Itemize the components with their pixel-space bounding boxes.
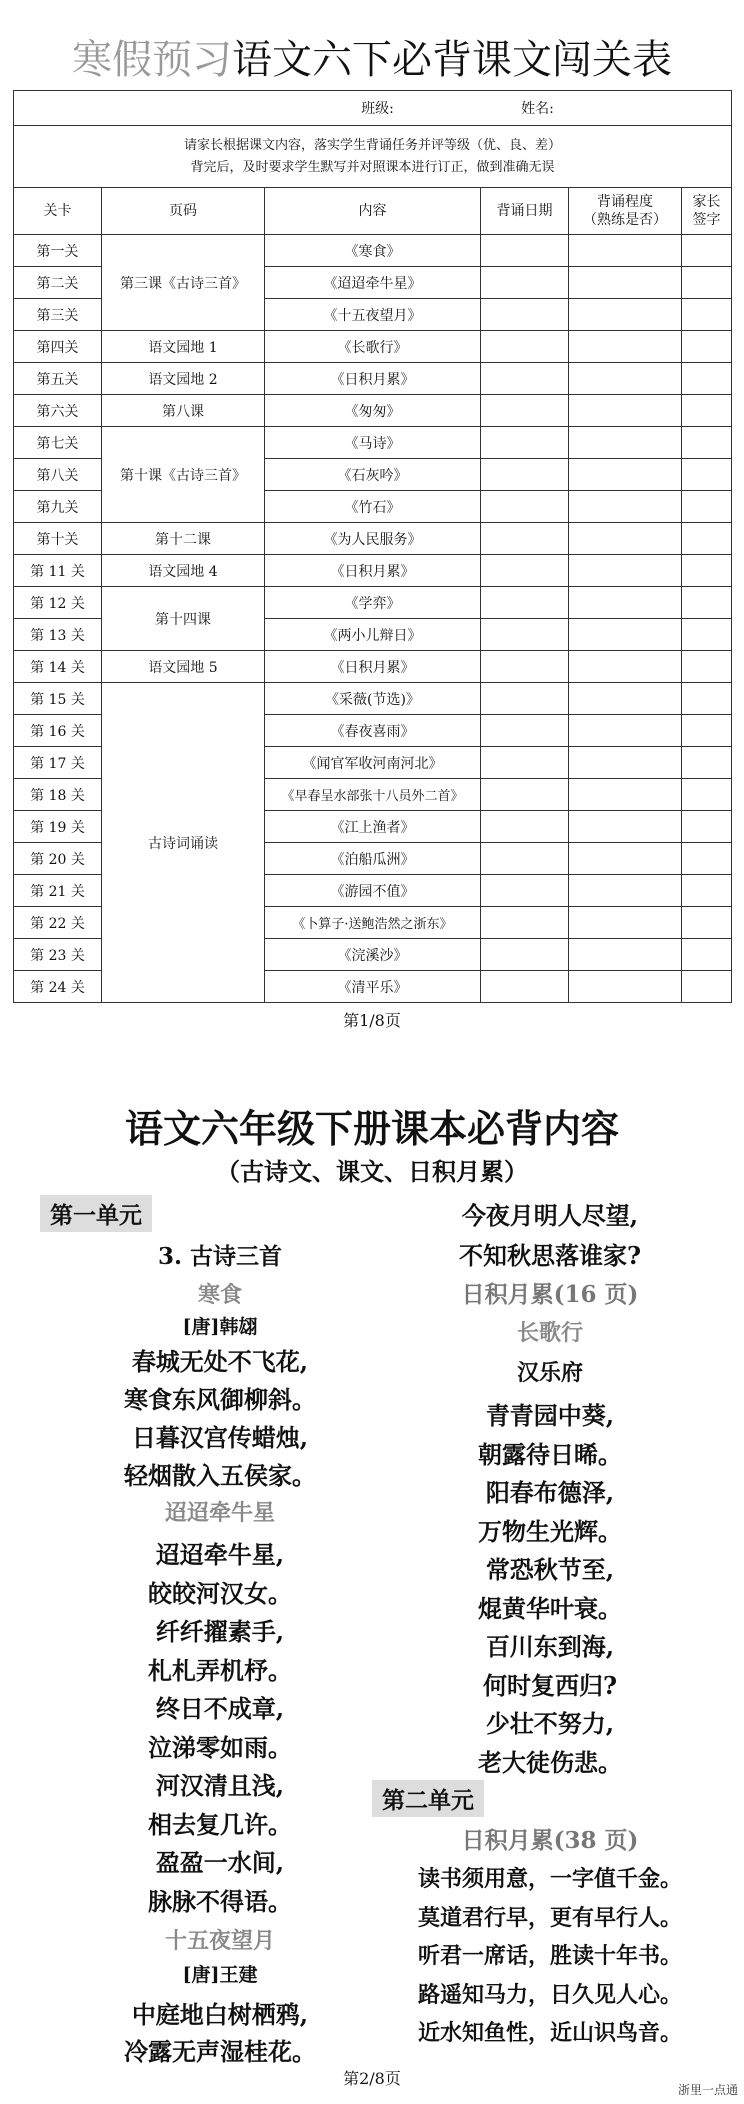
fluency-cell bbox=[569, 715, 682, 747]
rijiyuelei-heading: 日积月累(16 页) bbox=[461, 1281, 639, 1308]
fluency-cell bbox=[569, 651, 682, 683]
page-cell: 语文园地 5 bbox=[102, 651, 265, 683]
sign-cell bbox=[682, 587, 732, 619]
page1-title bbox=[0, 28, 744, 85]
poem-line: 莫道君行早，更有早行人。 bbox=[417, 1904, 682, 1931]
level-cell: 第六关 bbox=[14, 395, 102, 427]
content-cell: 《采薇(节选)》 bbox=[265, 683, 481, 715]
level-cell: 第 21 关 bbox=[14, 875, 102, 907]
level-cell: 第八关 bbox=[14, 459, 102, 491]
sign-cell bbox=[682, 235, 732, 267]
page-cell: 第十四课 bbox=[102, 587, 265, 651]
table-row bbox=[14, 555, 732, 587]
content-cell: 《泊船瓜洲》 bbox=[265, 843, 481, 875]
level-cell: 第 23 关 bbox=[14, 939, 102, 971]
date-cell bbox=[481, 843, 569, 875]
level-cell: 第 24 关 bbox=[14, 971, 102, 1003]
content-cell: 《早春呈水部张十八员外二首》 bbox=[265, 779, 481, 811]
sign-cell bbox=[682, 747, 732, 779]
poem-title: 长歌行 bbox=[516, 1320, 583, 1346]
page-cell: 第十课《古诗三首》 bbox=[102, 427, 265, 523]
sign-cell bbox=[682, 939, 732, 971]
level-cell: 第 17 关 bbox=[14, 747, 102, 779]
level-cell: 第七关 bbox=[14, 427, 102, 459]
poem-line: 皎皎河汉女。 bbox=[148, 1578, 292, 1608]
date-cell bbox=[481, 587, 569, 619]
content-cell: 《江上渔者》 bbox=[265, 811, 481, 843]
fluency-cell bbox=[569, 331, 682, 363]
fluency-cell bbox=[569, 267, 682, 299]
fluency-cell bbox=[569, 427, 682, 459]
fluency-cell bbox=[569, 555, 682, 587]
poem-line: 阳春布德泽, bbox=[485, 1478, 615, 1507]
table-row bbox=[14, 651, 732, 683]
sign-cell bbox=[682, 683, 732, 715]
date-cell bbox=[481, 907, 569, 939]
poem-line: 中庭地白树栖鸦, bbox=[131, 2000, 309, 2029]
content-cell: 《迢迢牵牛星》 bbox=[265, 267, 481, 299]
content-cell: 《清平乐》 bbox=[265, 971, 481, 1003]
name-label: 姓名: bbox=[521, 101, 554, 117]
level-cell: 第一关 bbox=[14, 235, 102, 267]
poem-line: 百川东到海, bbox=[485, 1632, 615, 1661]
content-cell: 《两小儿辩日》 bbox=[265, 619, 481, 651]
sign-cell bbox=[682, 299, 732, 331]
poem-title: 十五夜望月 bbox=[164, 1928, 275, 1954]
poem-line: 寒食东风御柳斜。 bbox=[124, 1385, 316, 1414]
fluency-cell bbox=[569, 363, 682, 395]
poem-line: 听君一席话，胜读十年书。 bbox=[417, 1943, 682, 1969]
date-cell bbox=[481, 299, 569, 331]
content-cell: 《游园不值》 bbox=[265, 875, 481, 907]
content-cell: 《为人民服务》 bbox=[265, 523, 481, 555]
date-cell bbox=[481, 491, 569, 523]
date-cell bbox=[481, 651, 569, 683]
poem-line: 冷露无声湿桂花。 bbox=[124, 2037, 316, 2066]
rijiyuelei-heading: 日积月累(38 页) bbox=[461, 1827, 639, 1854]
content-cell: 《浣溪沙》 bbox=[265, 939, 481, 971]
table-row bbox=[14, 363, 732, 395]
sign-cell bbox=[682, 843, 732, 875]
level-cell: 第九关 bbox=[14, 491, 102, 523]
content-cell: 《学弈》 bbox=[265, 587, 481, 619]
poem-line: 相去复几许。 bbox=[148, 1809, 292, 1839]
content-cell: 《匆匆》 bbox=[265, 395, 481, 427]
title-main: 语文六下必背课文闯关表 bbox=[232, 37, 672, 83]
poem-line: 何时复西归? bbox=[482, 1670, 618, 1700]
header-sign: 家长 签字 bbox=[682, 188, 732, 235]
date-cell bbox=[481, 971, 569, 1003]
fluency-cell bbox=[569, 619, 682, 651]
table-row bbox=[14, 331, 732, 363]
content-cell: 《日积月累》 bbox=[265, 363, 481, 395]
date-cell bbox=[481, 363, 569, 395]
date-cell bbox=[481, 715, 569, 747]
fluency-cell bbox=[569, 875, 682, 907]
sign-cell bbox=[682, 779, 732, 811]
header-content: 内容 bbox=[265, 188, 481, 235]
date-cell bbox=[481, 395, 569, 427]
content-cell: 《长歌行》 bbox=[265, 331, 481, 363]
unit-2-label: 第二单元 bbox=[372, 1780, 484, 1817]
note-line-1: 请家长根据课文内容，落实学生背诵任务并评等级（优、良、差） bbox=[184, 137, 562, 153]
sign-cell bbox=[682, 971, 732, 1003]
fluency-cell bbox=[569, 587, 682, 619]
content-cell: 《十五夜望月》 bbox=[265, 299, 481, 331]
level-cell: 第二关 bbox=[14, 267, 102, 299]
level-cell: 第 19 关 bbox=[14, 811, 102, 843]
fluency-cell bbox=[569, 779, 682, 811]
page-cell: 第八课 bbox=[102, 395, 265, 427]
page-cell: 语文园地 1 bbox=[102, 331, 265, 363]
page-cell: 语文园地 2 bbox=[102, 363, 265, 395]
content-cell: 《春夜喜雨》 bbox=[265, 715, 481, 747]
level-cell: 第 11 关 bbox=[14, 555, 102, 587]
poem-line: 纤纤擢素手, bbox=[155, 1617, 285, 1646]
date-cell bbox=[481, 939, 569, 971]
class-name-row bbox=[14, 91, 732, 126]
header-level: 关卡 bbox=[14, 188, 102, 235]
table-row bbox=[14, 683, 732, 715]
poem-line: 泣涕零如雨。 bbox=[148, 1732, 292, 1762]
page-cell: 古诗词诵读 bbox=[102, 683, 265, 1003]
page1-footer: 第1/8页 bbox=[343, 1011, 401, 1030]
level-cell: 第 20 关 bbox=[14, 843, 102, 875]
sign-cell bbox=[682, 427, 732, 459]
title-prefix: 寒假预习 bbox=[72, 37, 232, 83]
poem-line: 万物生光辉。 bbox=[478, 1516, 622, 1546]
level-cell: 第 12 关 bbox=[14, 587, 102, 619]
content-cell: 《竹石》 bbox=[265, 491, 481, 523]
level-cell: 第 18 关 bbox=[14, 779, 102, 811]
content-cell: 《日积月累》 bbox=[265, 651, 481, 683]
poem-line: 焜黄华叶衰。 bbox=[478, 1593, 622, 1623]
section-heading: 3. 古诗三首 bbox=[157, 1243, 283, 1270]
fluency-cell bbox=[569, 395, 682, 427]
page2-footer: 第2/8页 bbox=[343, 2069, 401, 2088]
level-cell: 第 16 关 bbox=[14, 715, 102, 747]
sign-cell bbox=[682, 459, 732, 491]
table-row bbox=[14, 395, 732, 427]
fluency-cell bbox=[569, 235, 682, 267]
poem-line: 少壮不努力, bbox=[485, 1709, 615, 1738]
level-cell: 第十关 bbox=[14, 523, 102, 555]
content-cell: 《马诗》 bbox=[265, 427, 481, 459]
sign-cell bbox=[682, 363, 732, 395]
sign-cell bbox=[682, 619, 732, 651]
poem-line: 朝露待日晞。 bbox=[478, 1439, 622, 1469]
sign-cell bbox=[682, 715, 732, 747]
fluency-cell bbox=[569, 747, 682, 779]
header-page: 页码 bbox=[102, 188, 265, 235]
poem-line: 今夜月明人尽望, bbox=[461, 1201, 639, 1230]
fluency-cell bbox=[569, 907, 682, 939]
page-cell: 第三课《古诗三首》 bbox=[102, 235, 265, 331]
date-cell bbox=[481, 619, 569, 651]
date-cell bbox=[481, 235, 569, 267]
date-cell bbox=[481, 747, 569, 779]
poem-title: 寒食 bbox=[197, 1282, 242, 1308]
fluency-cell bbox=[569, 299, 682, 331]
table-row bbox=[14, 523, 732, 555]
page-cell: 第十二课 bbox=[102, 523, 265, 555]
level-cell: 第三关 bbox=[14, 299, 102, 331]
poem-line: 近水知鱼性，近山识鸟音。 bbox=[417, 2020, 682, 2046]
poem-line: 常恐秋节至, bbox=[485, 1555, 615, 1584]
poem-line: 读书须用意，一字值千金。 bbox=[417, 1866, 682, 1892]
poem-line: 札札弄机杼。 bbox=[148, 1655, 292, 1685]
sign-cell bbox=[682, 875, 732, 907]
date-cell bbox=[481, 459, 569, 491]
checkpoint-table bbox=[13, 90, 732, 1003]
level-cell: 第 15 关 bbox=[14, 683, 102, 715]
sign-cell bbox=[682, 907, 732, 939]
date-cell bbox=[481, 267, 569, 299]
sign-cell bbox=[682, 651, 732, 683]
instructions bbox=[14, 126, 732, 188]
level-cell: 第五关 bbox=[14, 363, 102, 395]
poem-line: 路遥知马力，日久见人心。 bbox=[417, 1981, 682, 2008]
level-cell: 第 13 关 bbox=[14, 619, 102, 651]
sign-cell bbox=[682, 331, 732, 363]
date-cell bbox=[481, 875, 569, 907]
header-fluency: 背诵程度 （熟练是否） bbox=[569, 188, 682, 235]
watermark: 浙里一点通 bbox=[677, 2083, 738, 2097]
poem-line: 日暮汉宫传蜡烛, bbox=[131, 1423, 309, 1452]
page-cell: 语文园地 4 bbox=[102, 555, 265, 587]
table-row bbox=[14, 427, 732, 459]
poem-line: 轻烟散入五侯家。 bbox=[124, 1461, 316, 1490]
page2-title: 语文六年级下册课本必背内容 bbox=[124, 1106, 619, 1151]
date-cell bbox=[481, 523, 569, 555]
header-date: 背诵日期 bbox=[481, 188, 569, 235]
poem-line: 终日不成章, bbox=[155, 1694, 285, 1723]
level-cell: 第 22 关 bbox=[14, 907, 102, 939]
poem-line: 不知秋思落谁家? bbox=[458, 1241, 642, 1270]
content-cell: 《卜算子·送鲍浩然之浙东》 bbox=[265, 907, 481, 939]
content-cell: 《日积月累》 bbox=[265, 555, 481, 587]
date-cell bbox=[481, 811, 569, 843]
poem-line: 迢迢牵牛星, bbox=[155, 1540, 285, 1569]
fluency-cell bbox=[569, 843, 682, 875]
sign-cell bbox=[682, 555, 732, 587]
fluency-cell bbox=[569, 811, 682, 843]
poem-line: 春城无处不飞花, bbox=[131, 1347, 309, 1376]
poem-line: 老大徒伤悲。 bbox=[478, 1747, 622, 1777]
page2-subtitle: （古诗文、课文、日积月累） bbox=[216, 1157, 528, 1186]
poem-author: [唐]韩翃 bbox=[182, 1316, 258, 1338]
content-cell: 《石灰吟》 bbox=[265, 459, 481, 491]
poem-line: 河汉清且浅, bbox=[155, 1771, 285, 1800]
content-cell: 《闻官军收河南河北》 bbox=[265, 747, 481, 779]
level-cell: 第四关 bbox=[14, 331, 102, 363]
class-label: 班级: bbox=[361, 101, 394, 117]
date-cell bbox=[481, 779, 569, 811]
date-cell bbox=[481, 555, 569, 587]
date-cell bbox=[481, 683, 569, 715]
table-row bbox=[14, 587, 732, 619]
sign-cell bbox=[682, 523, 732, 555]
fluency-cell bbox=[569, 683, 682, 715]
poem-line: 脉脉不得语。 bbox=[148, 1886, 292, 1916]
sign-cell bbox=[682, 395, 732, 427]
poem-line: 盈盈一水间, bbox=[155, 1848, 285, 1877]
fluency-cell bbox=[569, 459, 682, 491]
date-cell bbox=[481, 331, 569, 363]
sign-cell bbox=[682, 267, 732, 299]
poem-title: 迢迢牵牛星 bbox=[164, 1500, 275, 1526]
fluency-cell bbox=[569, 523, 682, 555]
fluency-cell bbox=[569, 971, 682, 1003]
fluency-cell bbox=[569, 491, 682, 523]
unit-1-label: 第一单元 bbox=[40, 1195, 152, 1232]
note-line-2: 背完后，及时要求学生默写并对照课本进行订正，做到准确无误 bbox=[190, 159, 555, 175]
sign-cell bbox=[682, 811, 732, 843]
date-cell bbox=[481, 427, 569, 459]
poem-author: 汉乐府 bbox=[516, 1360, 583, 1386]
level-cell: 第 14 关 bbox=[14, 651, 102, 683]
fluency-cell bbox=[569, 939, 682, 971]
poem-author: [唐]王建 bbox=[182, 1964, 258, 1986]
sign-cell bbox=[682, 491, 732, 523]
content-cell: 《寒食》 bbox=[265, 235, 481, 267]
poem-line: 青青园中葵, bbox=[485, 1401, 615, 1430]
table-row bbox=[14, 235, 732, 267]
